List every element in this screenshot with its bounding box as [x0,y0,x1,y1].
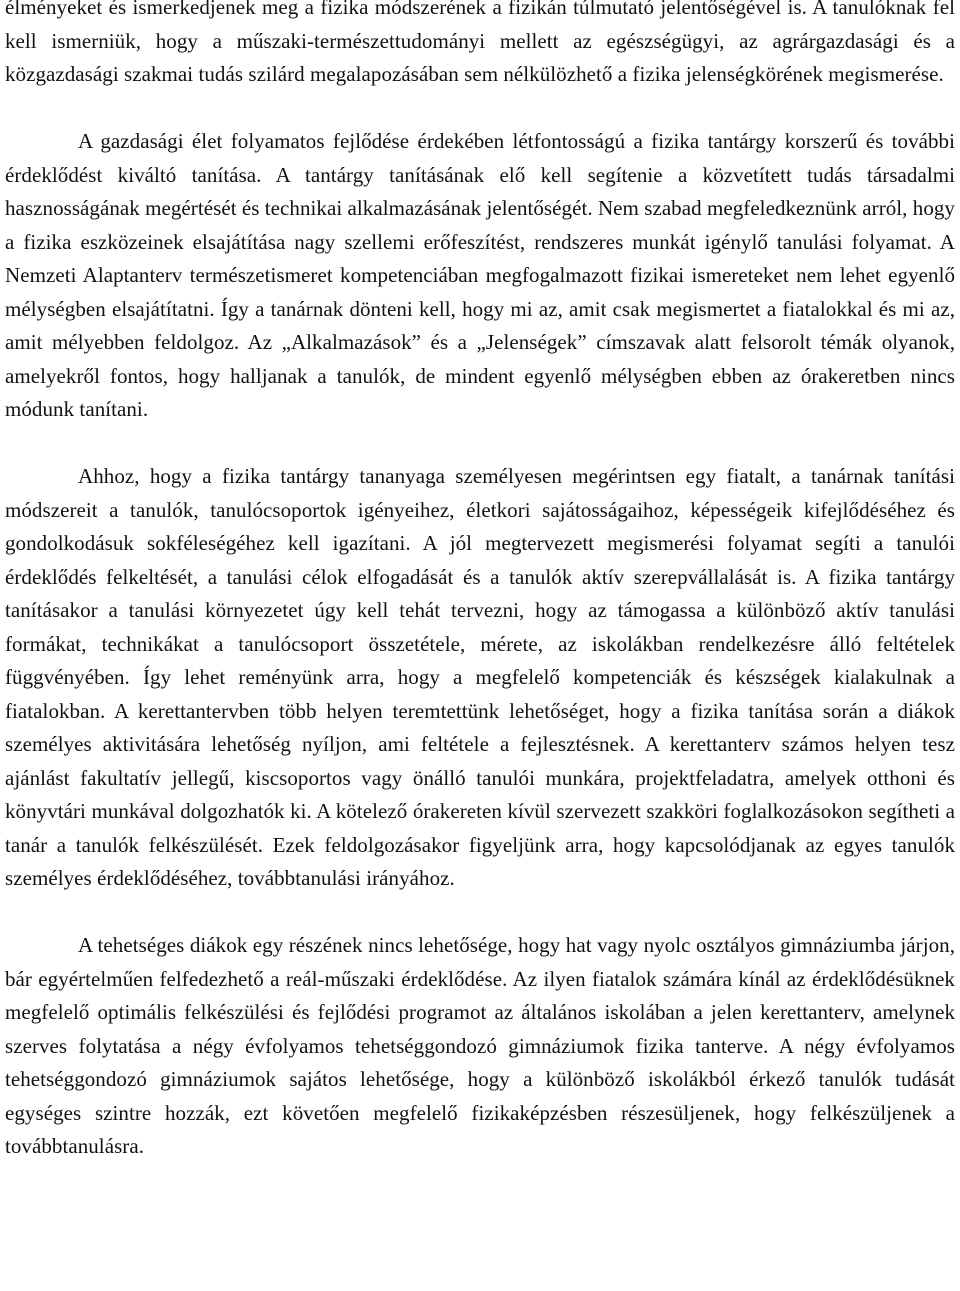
paragraph-1: élményeket és ismerkedjenek meg a fizika módszerének a fizikán túlmutató jelentőségével is. A tanulóknak fel kell ismerniük, hogy a műszaki-természettudományi mellett az egészségügyi, az agrárgazdasági és a közgazdasági szakmai tudás szilárd megalapozásában sem nélkülözhető a fizika jelenségkörének megismerése. [5,0,955,86]
paragraph-4: A tehetséges diákok egy részének nincs lehetősége, hogy hat vagy nyolc osztályos gimnáziumba járjon, bár egyértelműen felfedezhető a reál-műszaki érdeklődése. Az ilyen fiatalok számára kínál az érdeklődésüknek megfelelő optimális felkészülési és fejlődési programot az általános iskolában a jelen kerettanterv, amelynek szerves folytatása a négy évfolyamos tehetséggondozó gimnáziumok fizika tanterve. A négy évfolyamos tehetséggondozó gimnáziumok sajátos lehetősége, hogy a különböző iskolákból érkező tanulók tudását egységes szintre hozzák, ezt követően megfelelő fizikaképzésben részesüljenek, hogy felkészüljenek a továbbtanulásra. [5,933,955,1158]
paragraph-2: A gazdasági élet folyamatos fejlődése érdekében létfontosságú a fizika tantárgy korszerű és további érdeklődést kiváltó tanítása. A tantárgy tanításának elő kell segítenie a közvetített tudás társadalmi hasznosságának megértését és technikai alkalmazásának jelentőségét. Nem szabad megfeledkeznünk arról, hogy a fizika eszközeinek elsajátítása nagy szellemi erőfeszítést, rendszeres munkát igénylő tanulási folyamat. A Nemzeti Alaptanterv természetismeret kompetenciában megfogalmazott fizikai ismereteket nem lehet egyenlő mélységben elsajátítatni. Így a tanárnak dönteni kell, hogy mi az, amit csak megismertet a fiatalokkal és mi az, amit mélyebben feldolgoz. Az „Alkalmazások” és a „Jelenségek” címszavak alatt felsorolt témák olyanok, amelyekről fontos, hogy halljanak a tanulók, de mindent egyenlő mélységben ebben az órakeretben nincs módunk tanítani. [5,129,955,421]
paragraph-3: Ahhoz, hogy a fizika tantárgy tananyaga személyesen megérintsen egy fiatalt, a tanárnak tanítási módszereit a tanulók, tanulócsoportok igényeihez, életkori sajátosságaihoz, képességeik kifejlődéséhez és gondolkodásuk sokféleségéhez kell igazítani. A jól megtervezett megismerési folyamat segíti a tanulói érdeklődés felkeltését, a tanulási célok elfogadását és a tanulók aktív szerepvállalását is. A fizika tantárgy tanításakor a tanulási környezetet úgy kell tehát tervezni, hogy az támogassa a különböző aktív tanulási formákat, technikákat a tanulócsoport összetétele, mérete, az iskolákban rendelkezésre álló feltételek függvényében. Így lehet reményünk arra, hogy a megfelelő kompetenciák és készségek kialakulnak a fiatalokban. A kerettantervben több helyen teremtettünk lehetőséget, hogy a fizika tanítása során a diákok személyes aktivitására lehetőség nyíljon, ami feltétele a fejlesztésnek. A kerettanterv számos helyen tesz ajánlást fakultatív jellegű, kiscsoportos vagy önálló tanulói munkára, projektfeladatra, amelyek otthoni és könyvtári munkával dolgozhatók ki. A kötelező órakereten kívül szervezett szakköri foglalkozásokon segítheti a tanár a tanulók felkészülését. Ezek feldolgozásakor figyeljünk arra, hogy kapcsolódjanak az egyes tanulók személyes érdeklődéséhez, továbbtanulási irányához. [5,464,955,890]
document-page [5,0,955,1164]
